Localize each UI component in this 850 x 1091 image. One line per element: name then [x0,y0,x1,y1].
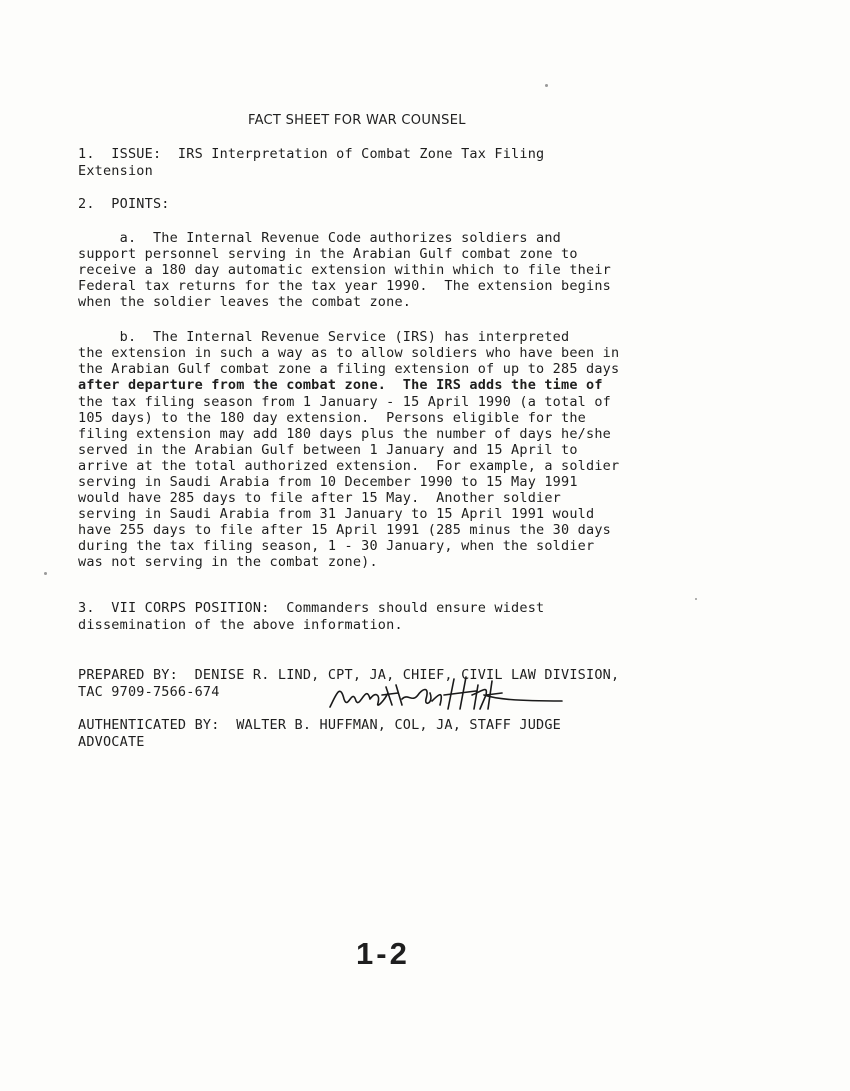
point-a-line-3: receive a 180 day automatic extension within which to file their [78,262,611,278]
document-title: FACT SHEET FOR WAR COUNSEL [248,113,466,128]
point-b-line-14: during the tax filing season, 1 - 30 January, when the soldier [78,538,595,554]
position-line-2: dissemination of the above information. [78,617,403,633]
point-b-line-9: arrive at the total authorized extension. For example, a soldier [78,458,620,474]
scan-speck [44,572,47,575]
position-line-1: 3. VII CORPS POSITION: Commanders should ensure widest [78,600,545,616]
scan-speck [695,598,697,600]
point-b-line-10: serving in Saudi Arabia from 10 December 1990 to 15 May 1991 [78,474,578,490]
authenticated-by-line-2: ADVOCATE [78,734,145,750]
point-b-line-13: have 255 days to file after 15 April 1991 (285 minus the 30 days [78,522,611,538]
prepared-by-line-2: TAC 9709-7566-674 [78,684,220,700]
point-a-line-2: support personnel serving in the Arabian Gulf combat zone to [78,246,578,262]
point-b-line-4: after departure from the combat zone. The IRS adds the time of [78,377,603,393]
handwritten-signature [326,665,566,715]
points-heading: 2. POINTS: [78,196,170,212]
scan-speck [545,84,548,87]
issue-line-2: Extension [78,163,153,179]
page-number: 1-2 [356,936,410,971]
point-b-line-6: 105 days) to the 180 day extension. Persons eligible for the [78,410,586,426]
point-b-line-7: filing extension may add 180 days plus the number of days he/she [78,426,611,442]
point-b-line-5: the tax filing season from 1 January - 15 April 1990 (a total of [78,394,611,410]
point-a-line-5: when the soldier leaves the combat zone. [78,294,412,310]
prepared-by-line-1: PREPARED BY: DENISE R. LIND, CPT, JA, CHIEF, CIVIL LAW DIVISION, [78,667,620,683]
point-b-line-12: serving in Saudi Arabia from 31 January to 15 April 1991 would [78,506,595,522]
point-b-line-2: the extension in such a way as to allow soldiers who have been in [78,345,620,361]
point-b-line-8: served in the Arabian Gulf between 1 January and 15 April to [78,442,578,458]
point-b-line-1: b. The Internal Revenue Service (IRS) has interpreted [78,329,570,345]
authenticated-by-line-1: AUTHENTICATED BY: WALTER B. HUFFMAN, COL, JA, STAFF JUDGE [78,717,562,733]
point-a-line-1: a. The Internal Revenue Code authorizes soldiers and [78,230,562,246]
point-b-line-15: was not serving in the combat zone). [78,554,378,570]
point-b-line-11: would have 285 days to file after 15 May. Another soldier [78,490,562,506]
point-b-line-3: the Arabian Gulf combat zone a filing extension of up to 285 days [78,361,620,377]
point-a-line-4: Federal tax returns for the tax year 1990. The extension begins [78,278,611,294]
issue-line-1: 1. ISSUE: IRS Interpretation of Combat Zone Tax Filing [78,146,545,162]
